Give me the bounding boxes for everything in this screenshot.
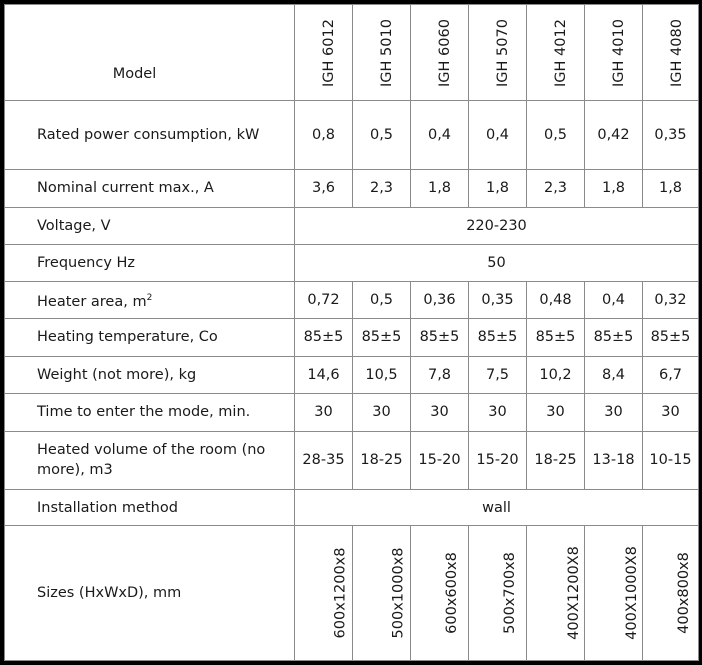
table-row bbox=[5, 356, 699, 393]
table-row bbox=[5, 169, 699, 207]
value-cell: 14,6 bbox=[295, 356, 353, 393]
value-cell: 6,7 bbox=[643, 356, 699, 393]
table-row bbox=[5, 207, 699, 244]
model-header-cell: IGH 6012 bbox=[295, 5, 353, 101]
value-cell: 1,8 bbox=[643, 169, 699, 207]
value-cell: 13-18 bbox=[585, 431, 643, 489]
table-row bbox=[5, 245, 699, 282]
value-cell: 85±5 bbox=[295, 319, 353, 356]
table-row bbox=[5, 431, 699, 489]
table-row bbox=[5, 319, 699, 356]
value-cell: 0,4 bbox=[585, 282, 643, 319]
value-cell: 10,2 bbox=[527, 356, 585, 393]
value-cell: 1,8 bbox=[469, 169, 527, 207]
value-cell: 0,42 bbox=[585, 101, 643, 169]
row-label: Nominal current max., A bbox=[5, 169, 295, 207]
value-cell: 15-20 bbox=[469, 431, 527, 489]
row-label: Weight (not more), kg bbox=[5, 356, 295, 393]
size-cell: 500x1000x8 bbox=[353, 526, 411, 661]
row-label: Installation method bbox=[5, 490, 295, 526]
size-cell: 500x700x8 bbox=[469, 526, 527, 661]
value-cell: 30 bbox=[411, 393, 469, 431]
value-cell: 0,5 bbox=[353, 282, 411, 319]
value-cell: 3,6 bbox=[295, 169, 353, 207]
header-row bbox=[5, 5, 699, 101]
value-cell: 85±5 bbox=[643, 319, 699, 356]
model-header-cell: IGH 5010 bbox=[353, 5, 411, 101]
value-cell: 18-25 bbox=[527, 431, 585, 489]
value-cell: 1,8 bbox=[585, 169, 643, 207]
value-cell: 30 bbox=[353, 393, 411, 431]
row-label: Sizes (HxWxD), mm bbox=[5, 526, 295, 661]
row-label: Heated volume of the room (no more), m3 bbox=[5, 431, 295, 489]
size-cell: 600x600x8 bbox=[411, 526, 469, 661]
value-cell: 0,4 bbox=[411, 101, 469, 169]
row-label: Heater area, $m^2$ bbox=[5, 282, 295, 319]
merged-value-cell: 220-230 bbox=[295, 207, 699, 244]
row-label: Heating temperature, Co bbox=[5, 319, 295, 356]
value-cell: 28-35 bbox=[295, 431, 353, 489]
value-cell: 30 bbox=[643, 393, 699, 431]
size-cell: 400x800x8 bbox=[643, 526, 699, 661]
model-header-cell: IGH 5070 bbox=[469, 5, 527, 101]
size-cell: 600x1200x8 bbox=[295, 526, 353, 661]
value-cell: 0,8 bbox=[295, 101, 353, 169]
value-cell: 85±5 bbox=[411, 319, 469, 356]
row-label: Voltage, V bbox=[5, 207, 295, 244]
merged-value-cell: wall bbox=[295, 490, 699, 526]
table-row bbox=[5, 282, 699, 319]
value-cell: 0,35 bbox=[643, 101, 699, 169]
model-header-label: Model bbox=[5, 5, 295, 101]
value-cell: 0,32 bbox=[643, 282, 699, 319]
value-cell: 30 bbox=[295, 393, 353, 431]
value-cell: 0,5 bbox=[353, 101, 411, 169]
row-label: Rated power consumption, kW bbox=[5, 101, 295, 169]
table-row bbox=[5, 101, 699, 169]
value-cell: 10,5 bbox=[353, 356, 411, 393]
model-header-cell: IGH 4010 bbox=[585, 5, 643, 101]
value-cell: 0,48 bbox=[527, 282, 585, 319]
model-header-cell: IGH 6060 bbox=[411, 5, 469, 101]
value-cell: 0,5 bbox=[527, 101, 585, 169]
value-cell: 30 bbox=[585, 393, 643, 431]
value-cell: 8,4 bbox=[585, 356, 643, 393]
row-label: Frequency Hz bbox=[5, 245, 295, 282]
table-row bbox=[5, 490, 699, 526]
value-cell: 0,35 bbox=[469, 282, 527, 319]
value-cell: 85±5 bbox=[527, 319, 585, 356]
table-row bbox=[5, 393, 699, 431]
value-cell: 85±5 bbox=[469, 319, 527, 356]
size-cell: 400X1000X8 bbox=[585, 526, 643, 661]
value-cell: 85±5 bbox=[585, 319, 643, 356]
value-cell: 18-25 bbox=[353, 431, 411, 489]
value-cell: 2,3 bbox=[527, 169, 585, 207]
superscript: 2 bbox=[146, 293, 153, 304]
value-cell: 15-20 bbox=[411, 431, 469, 489]
value-cell: 0,36 bbox=[411, 282, 469, 319]
value-cell: 85±5 bbox=[353, 319, 411, 356]
value-cell: 30 bbox=[469, 393, 527, 431]
row-label: Time to enter the mode, min. bbox=[5, 393, 295, 431]
value-cell: 2,3 bbox=[353, 169, 411, 207]
value-cell: 0,4 bbox=[469, 101, 527, 169]
value-cell: 7,5 bbox=[469, 356, 527, 393]
model-header-cell: IGH 4080 bbox=[643, 5, 699, 101]
value-cell: 1,8 bbox=[411, 169, 469, 207]
model-header-cell: IGH 4012 bbox=[527, 5, 585, 101]
value-cell: 30 bbox=[527, 393, 585, 431]
value-cell: 7,8 bbox=[411, 356, 469, 393]
size-cell: 400X1200X8 bbox=[527, 526, 585, 661]
table-row bbox=[5, 526, 699, 661]
merged-value-cell: 50 bbox=[295, 245, 699, 282]
spec-table bbox=[4, 4, 699, 661]
value-cell: 10-15 bbox=[643, 431, 699, 489]
value-cell: 0,72 bbox=[295, 282, 353, 319]
